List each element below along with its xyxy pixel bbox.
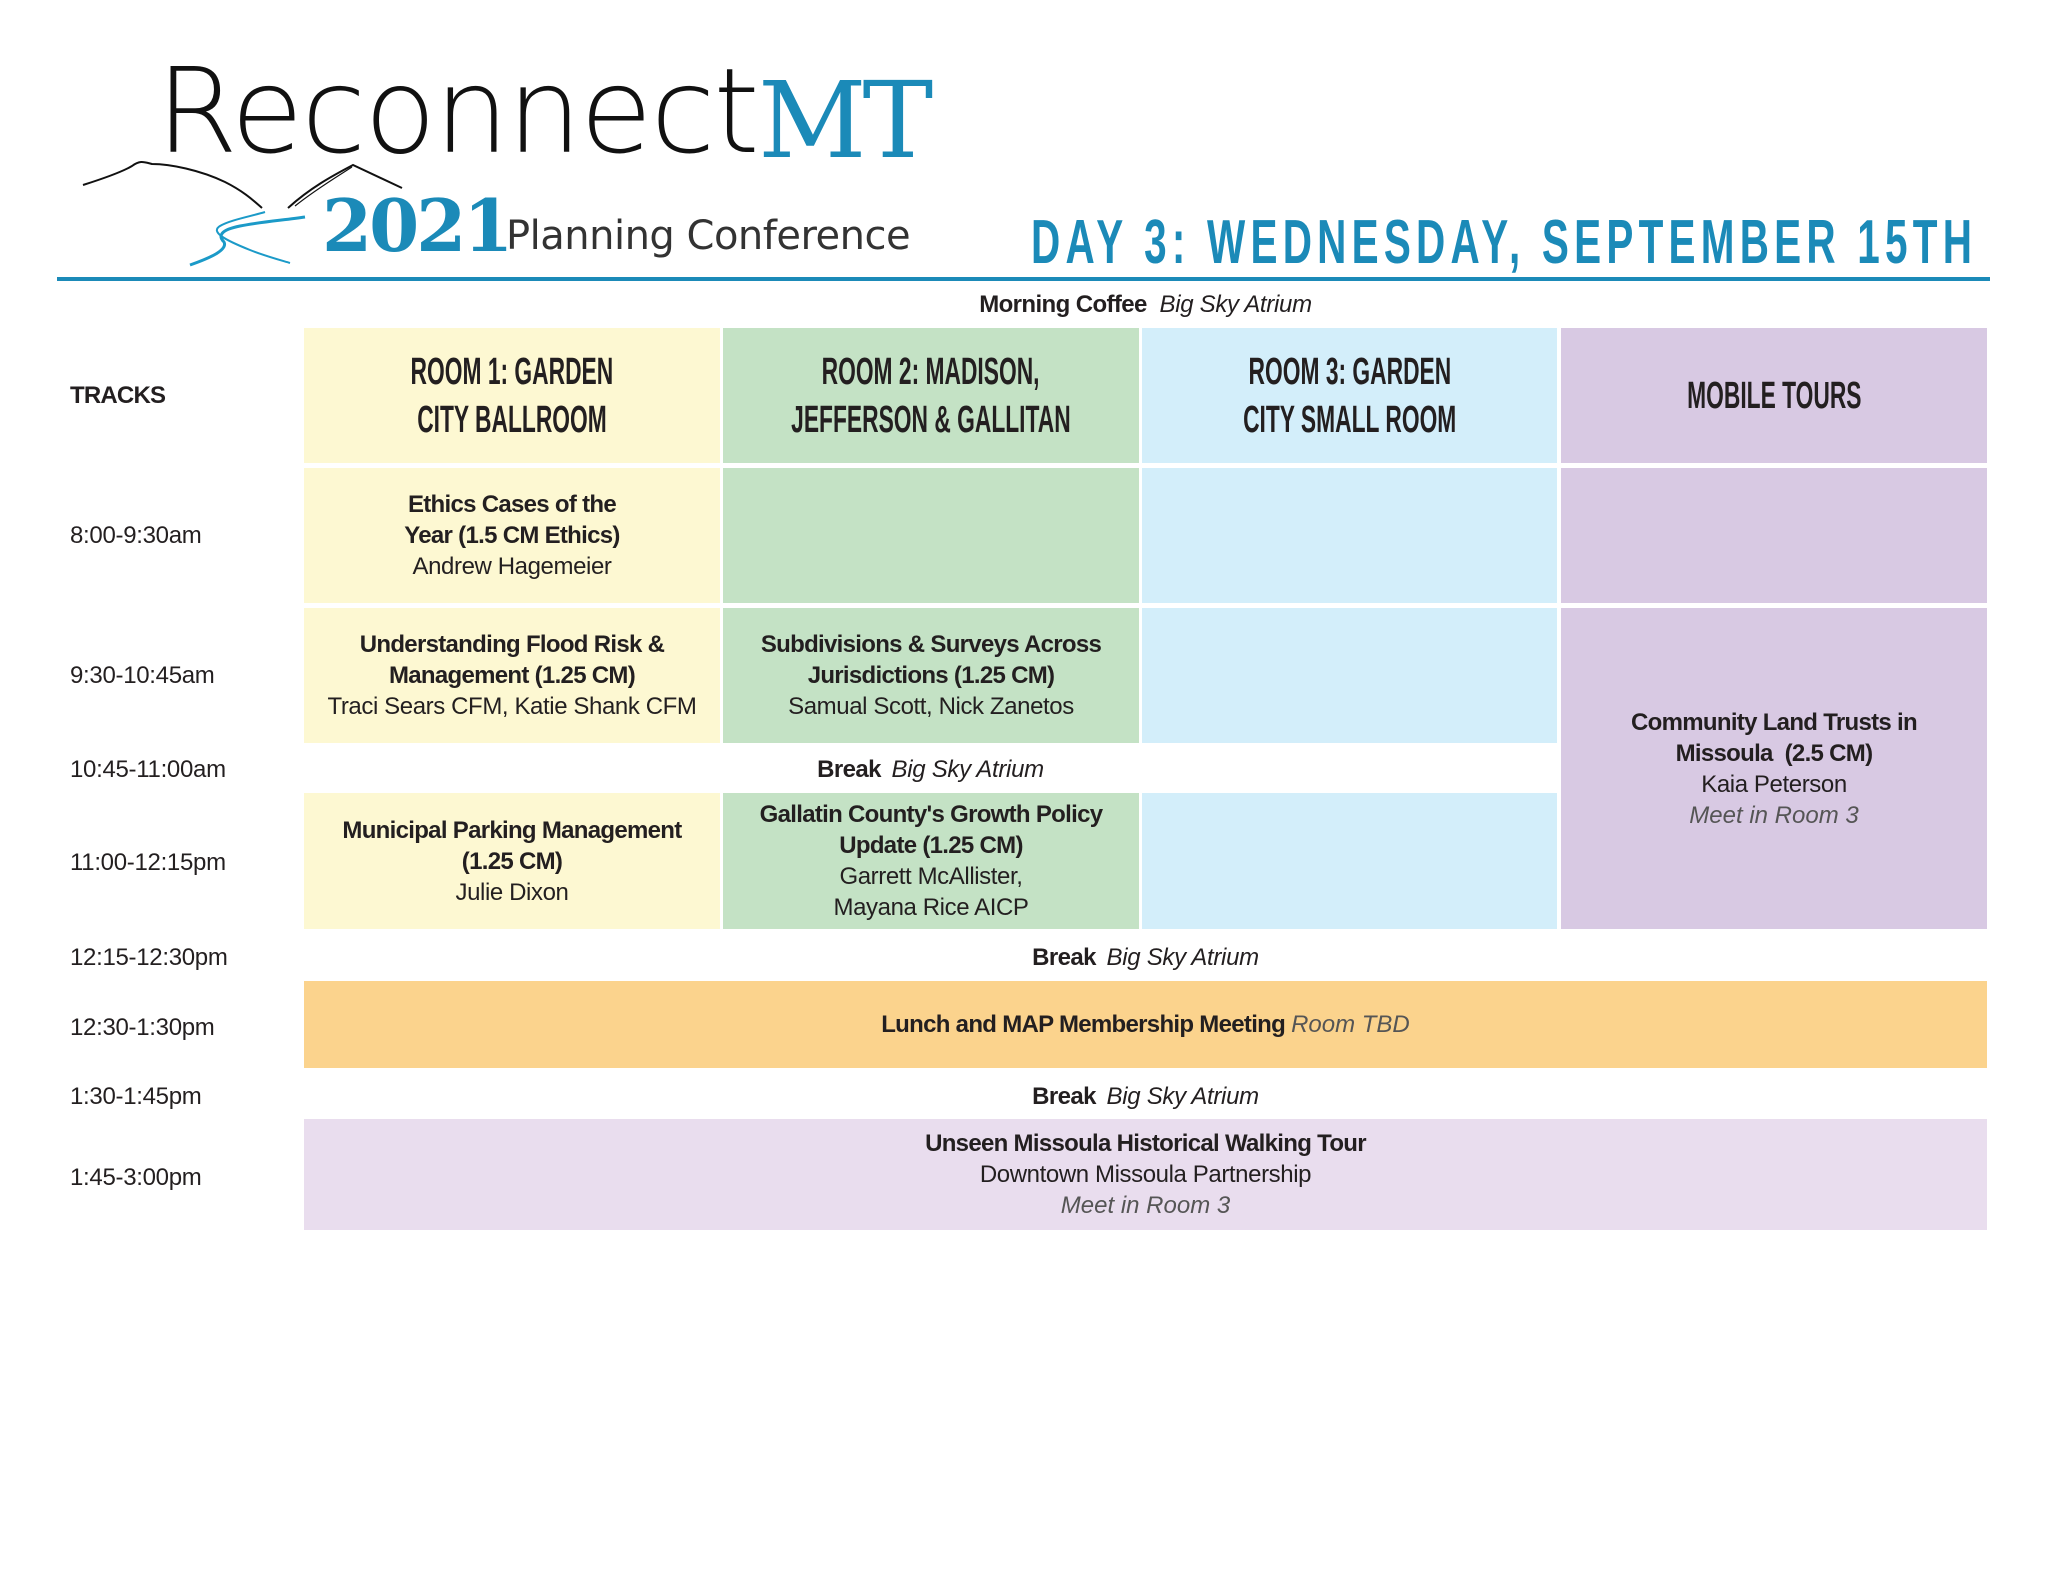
time-slot-label: 12:15-12:30pm — [70, 944, 228, 971]
session-title: Understanding Flood Risk & — [359, 631, 665, 658]
morning-coffee-title: Morning Coffee — [979, 291, 1147, 318]
column-header-line: CITY SMALL ROOM — [1242, 398, 1457, 441]
empty-slot-room-2 — [723, 468, 1139, 603]
time-slot-label: 12:30-1:30pm — [70, 1014, 215, 1041]
break-row — [304, 1082, 1987, 1112]
session-presenter: Kaia Peterson — [1701, 770, 1847, 798]
session-note: Meet in Room 3 — [1060, 1192, 1231, 1219]
day-title: DAY 3: WEDNESDAY, SEPTEMBER 15TH — [1031, 208, 1978, 277]
column-header-room-1 — [304, 328, 720, 463]
column-header-room-2 — [723, 328, 1139, 463]
break-location: Big Sky Atrium — [1106, 944, 1259, 971]
empty-slot-room-3 — [1142, 793, 1557, 929]
session-title: Gallatin County's Growth Policy — [759, 801, 1103, 828]
session-title: Management (1.25 CM) — [388, 662, 636, 689]
break-title: Break — [1032, 944, 1096, 971]
break-location: Big Sky Atrium — [891, 756, 1044, 783]
column-header-line: MOBILE TOURS — [1686, 374, 1862, 417]
session-title: Community Land Trusts in — [1631, 708, 1917, 736]
time-slot-label: 8:00-9:30am — [70, 522, 202, 549]
session-note: Meet in Room 3 — [1689, 801, 1859, 829]
time-slot-label: 9:30-10:45am — [70, 662, 215, 689]
session-title: Lunch and MAP Membership Meeting — [881, 1011, 1286, 1038]
session-ethics-cases[interactable] — [304, 468, 720, 603]
break-title: Break — [817, 756, 881, 783]
tracks-label: TRACKS — [70, 382, 166, 409]
session-walking-tour[interactable] — [304, 1119, 1987, 1230]
break-location: Big Sky Atrium — [1106, 1083, 1259, 1110]
session-title: Jurisdictions (1.25 CM) — [807, 662, 1055, 689]
column-header-mobile-tours — [1561, 328, 1987, 463]
session-title: (1.25 CM) — [461, 847, 563, 875]
logo-wordmark: Reconnect — [156, 42, 758, 180]
session-presenter: Samual Scott, Nick Zanetos — [788, 693, 1074, 720]
session-location: Room TBD — [1291, 1011, 1410, 1038]
session-presenter: Traci Sears CFM, Katie Shank CFM — [327, 693, 697, 720]
break-row — [304, 943, 1987, 973]
session-presenter: Downtown Missoula Partnership — [979, 1161, 1312, 1188]
session-presenter: Garrett McAllister, — [839, 863, 1023, 890]
time-slot-label: 1:45-3:00pm — [70, 1164, 202, 1191]
time-slot-label: 10:45-11:00am — [70, 756, 226, 783]
empty-slot-room-3 — [1142, 608, 1557, 743]
session-title: Ethics Cases of the — [407, 491, 617, 518]
time-slot-label: 11:00-12:15pm — [70, 849, 226, 876]
time-slot-label: 1:30-1:45pm — [70, 1083, 202, 1110]
column-header-line: ROOM 3: GARDEN — [1248, 350, 1451, 393]
session-title: Unseen Missoula Historical Walking Tour — [925, 1130, 1366, 1157]
session-flood-risk[interactable] — [304, 608, 720, 743]
column-header-line: CITY BALLROOM — [417, 398, 607, 441]
session-presenter: Andrew Hagemeier — [412, 553, 612, 580]
session-lunch-map-meeting[interactable] — [304, 981, 1987, 1068]
session-title: Year (1.5 CM Ethics) — [404, 522, 620, 549]
session-title: Subdivisions & Surveys Across — [760, 631, 1102, 658]
session-title: Municipal Parking Management — [342, 816, 682, 844]
column-header-line: ROOM 2: MADISON, — [822, 350, 1040, 393]
logo-subtitle: Planning Conference — [506, 213, 911, 259]
session-community-land-trusts[interactable] — [1561, 608, 1987, 929]
session-presenter: Julie Dixon — [455, 878, 569, 906]
break-row — [304, 755, 1557, 785]
column-header-line: JEFFERSON & GALLITAN — [791, 398, 1071, 441]
session-growth-policy[interactable] — [723, 793, 1139, 929]
session-subdivisions-surveys[interactable] — [723, 608, 1139, 743]
morning-coffee-location: Big Sky Atrium — [1159, 291, 1312, 318]
logo-year: 2021 — [322, 183, 511, 268]
session-title: Missoula (2.5 CM) — [1675, 739, 1873, 767]
column-header-room-3 — [1142, 328, 1557, 463]
session-title: Update (1.25 CM) — [839, 832, 1023, 859]
logo-state: MT — [758, 59, 930, 182]
header-divider — [57, 277, 1990, 281]
session-municipal-parking[interactable] — [304, 793, 720, 929]
break-title: Break — [1032, 1083, 1096, 1110]
morning-coffee — [304, 290, 1987, 320]
empty-slot-mobile-tours — [1561, 468, 1987, 603]
column-header-line: ROOM 1: GARDEN — [410, 350, 614, 393]
session-presenter: Mayana Rice AICP — [833, 894, 1029, 921]
empty-slot-room-3 — [1142, 468, 1557, 603]
